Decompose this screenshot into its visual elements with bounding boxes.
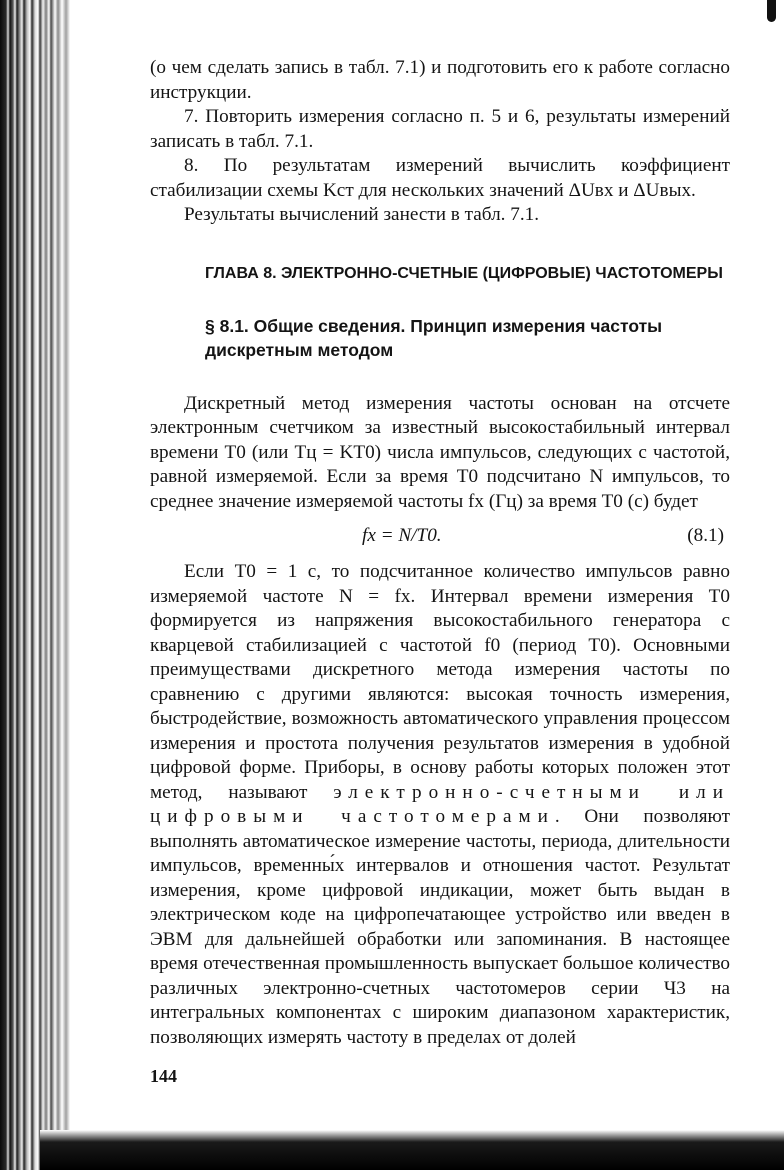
intro-paragraph-continuation: (о чем сделать запись в табл. 7.1) и подготовить его к работе согласно инструкции. xyxy=(150,57,730,103)
book-page xyxy=(150,56,730,1089)
section-heading: § 8.1. Общие сведения. Принцип измерения частоты дискретным методом xyxy=(205,315,663,360)
formula-8-1 xyxy=(150,524,730,550)
step-8-paragraph: 8. По результатам измерений вычислить коэффициент стабилизации схемы Kст для нескольких значений ΔUвх и ΔUвых. xyxy=(150,155,730,201)
results-paragraph: Результаты вычислений занести в табл. 7.1. xyxy=(184,204,540,225)
formula-number: (8.1) xyxy=(687,525,724,546)
scan-corner-mark xyxy=(767,0,776,22)
formula-expression: fx = N/T0. xyxy=(362,525,442,546)
step-7-paragraph: 7. Повторить измерения согласно п. 5 и 6, результаты измерений записать в табл. 7.1. xyxy=(150,106,730,152)
body-paragraph-2-part-2: . Они позволяют выполнять автоматическое измерение частоты, периода, длительности импульсов, временны́х интервалов и отношения частот. Результат измерения, кроме цифровой индикации, может быть выдан в электрическом коде на цифропечатающее устройство или введен в ЭВМ для дальнейшей обработки или запоминания. В настоящее время отечественная промышленность выпускает большое количество различных электронно-счетных частотомеров серии Ч3 на интегральных компонентах с широким диапазоном характеристик, позволяющих измерять частоту в пределах от долей xyxy=(150,806,730,1048)
bottom-edge-shadow xyxy=(40,1130,784,1170)
body-paragraph-2-part-1: Если T0 = 1 с, то подсчитанное количество импульсов равно измеряемой частоте N = fx. Интервал времени измерения T0 формируется из напряжения высокостабильного генератора с кварцевой стабилизацией с частотой f0 (период T0). Основными преимуществами дискретного метода измерения частоты по сравнению с другими являются: высокая точность измерения, быстродействие, возможность автоматического управления процессом измерения и простота получения результатов измерения в удобной цифровой форме. Приборы, в основу работы которых положен этот метод, называют xyxy=(150,561,730,803)
body-paragraph-2 xyxy=(150,560,730,1050)
page-number: 144 xyxy=(150,1066,177,1086)
chapter-heading: ГЛАВА 8. ЭЛЕКТРОННО-СЧЕТНЫЕ (ЦИФРОВЫЕ) ЧАСТОТОМЕРЫ xyxy=(205,264,723,282)
body-paragraph-1: Дискретный метод измерения частоты основан на отсчете электронным счетчиком за известный высокостабильный интервал времени T0 (или Tц = KT0) числа импульсов, следующих с частотой, равной измеряемой. Если за время T0 подсчитано N импульсов, то среднее значение измеряемой частоты fx (Гц) за время T0 (с) будет xyxy=(150,392,730,512)
book-spine-shadow xyxy=(0,0,100,1170)
spaced-term: электронно-счетными или цифровыми частотомерами xyxy=(150,781,730,827)
